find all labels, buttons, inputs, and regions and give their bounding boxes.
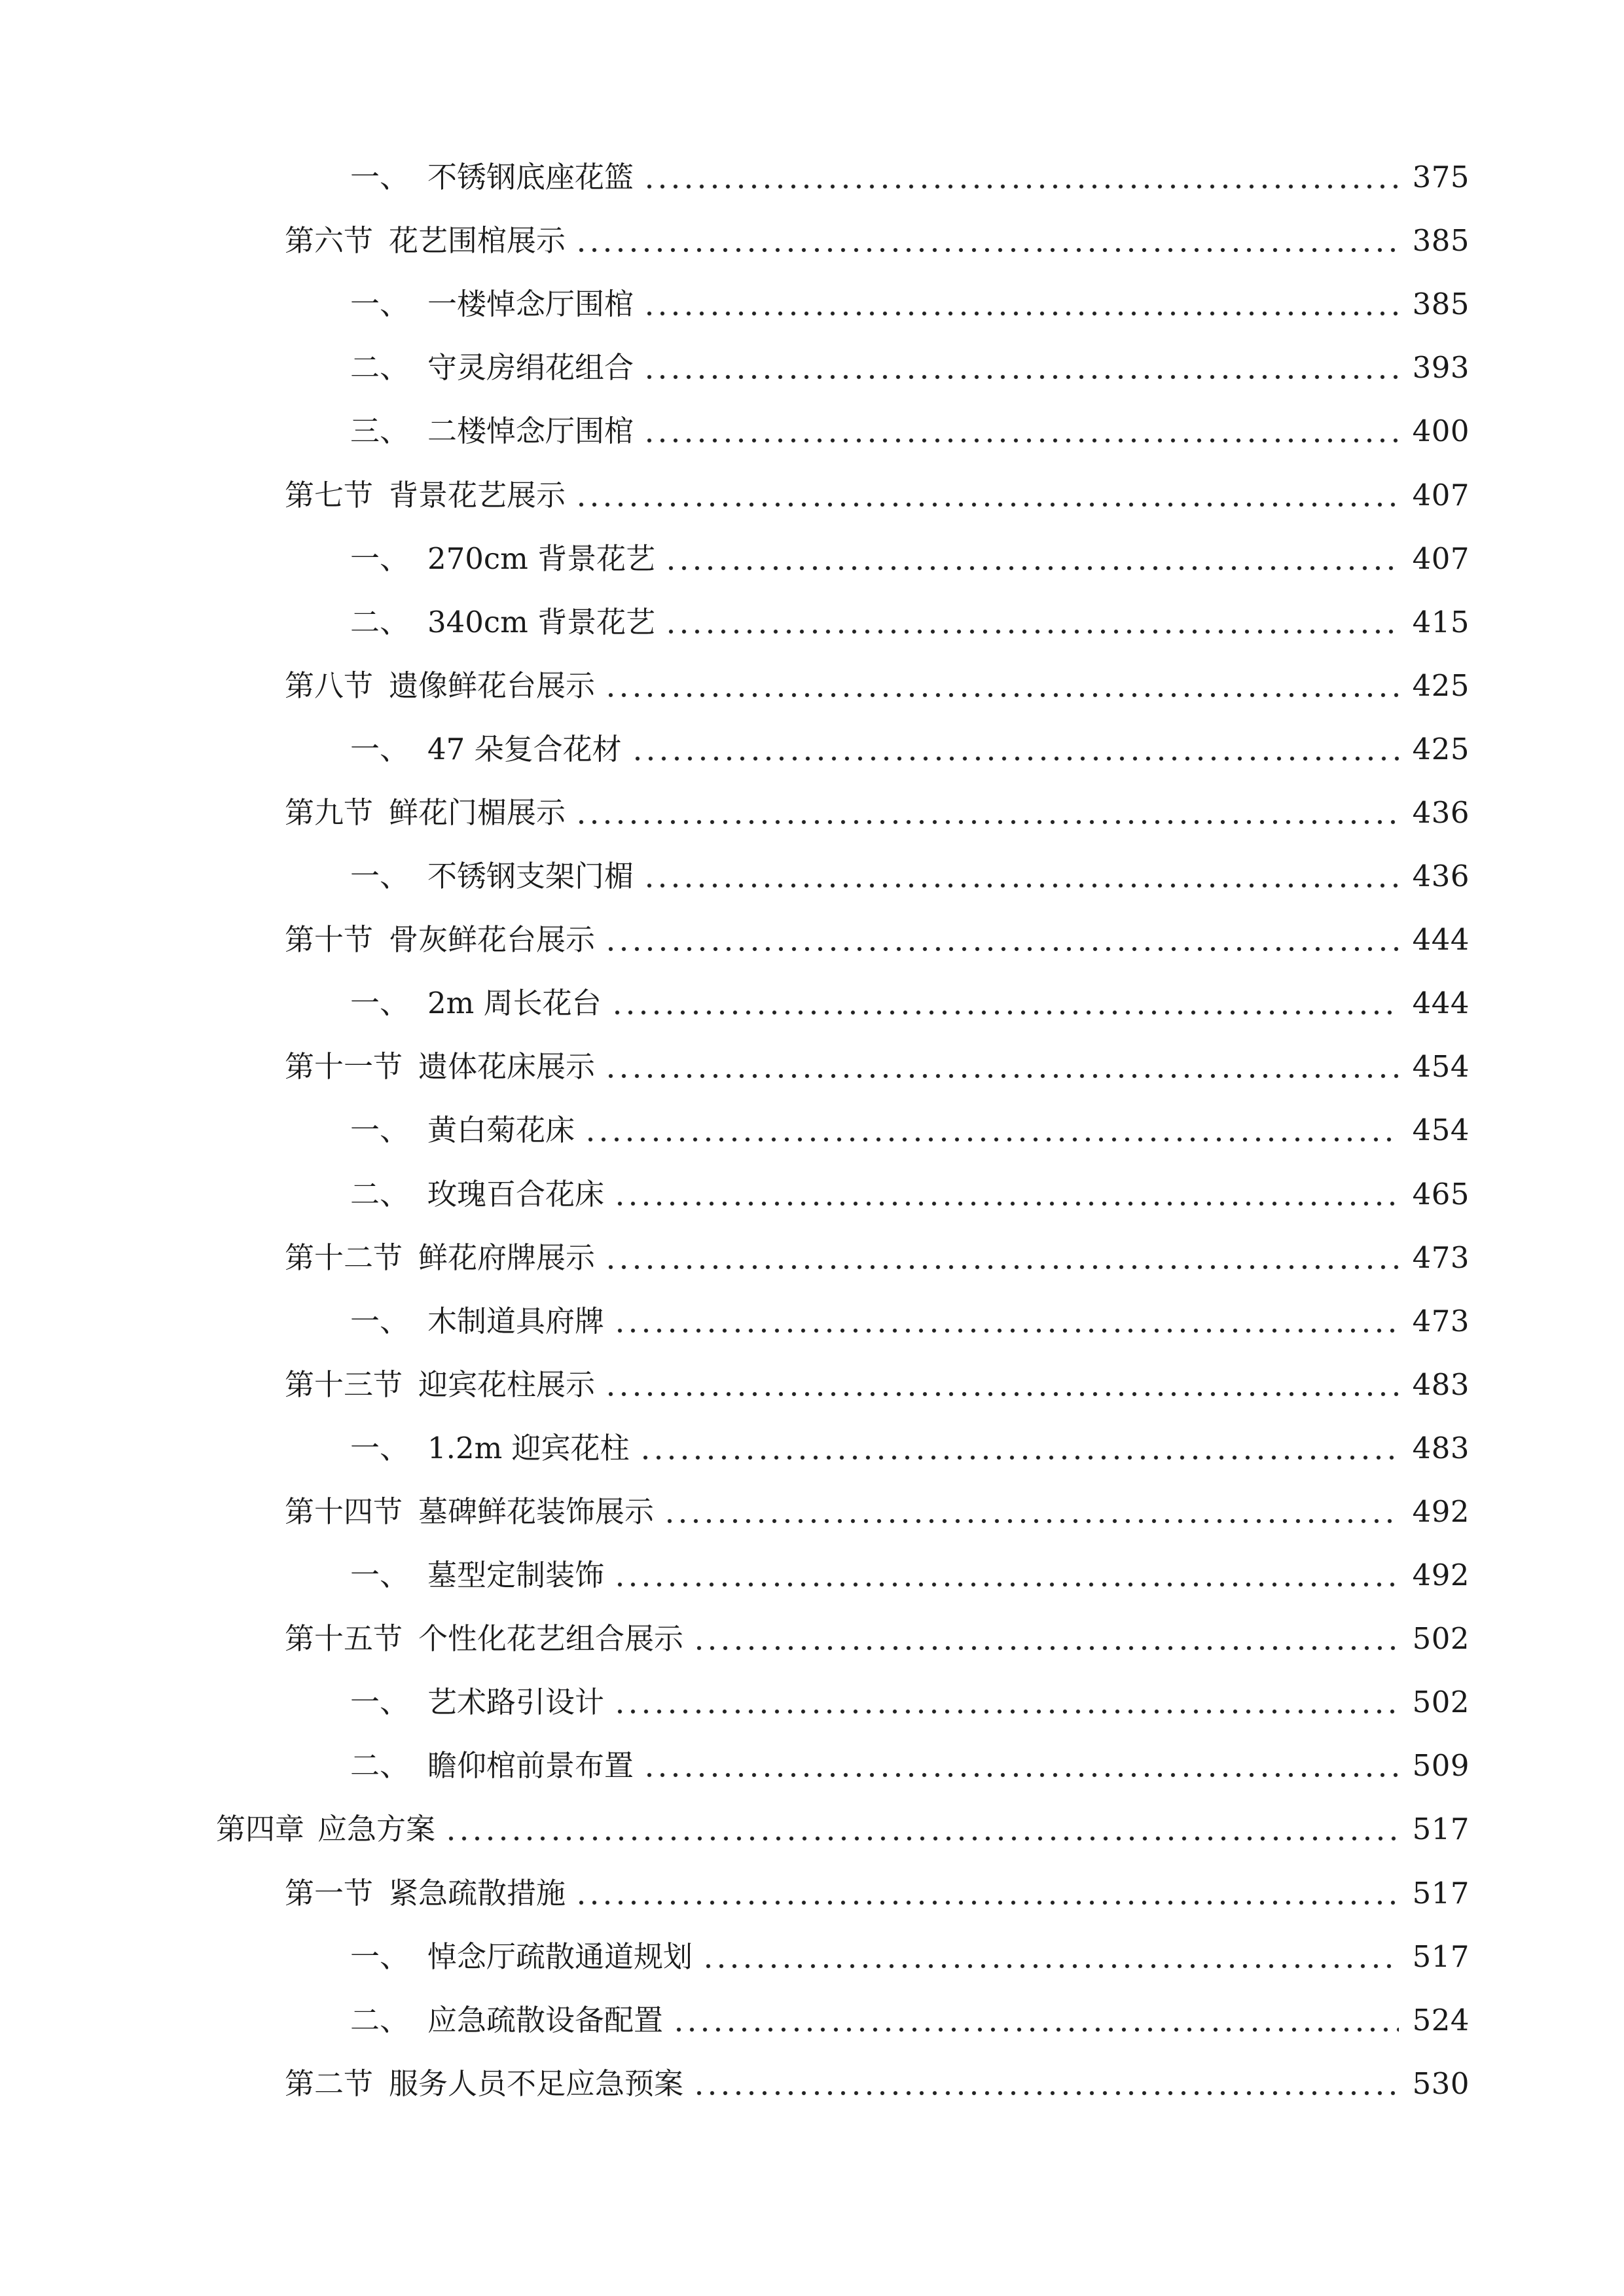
- toc-entry-number: 一、: [350, 1113, 410, 1148]
- dot-leader: [643, 289, 1399, 319]
- toc-entry-number: 一、: [350, 731, 410, 766]
- toc-entry-4[interactable]: [0, 336, 1624, 399]
- toc-entry-page-number: 502: [1412, 1621, 1470, 1657]
- toc-entry-title: [285, 1240, 596, 1275]
- toc-entry-title: [285, 223, 566, 259]
- toc-entry-19[interactable]: [0, 1289, 1624, 1353]
- toc-entry-page-number: 492: [1412, 1494, 1470, 1530]
- dot-leader: [613, 1560, 1399, 1590]
- toc-entry-title: [285, 477, 566, 512]
- toc-entry-title: [350, 414, 634, 449]
- toc-entry-page-number: 454: [1412, 1113, 1470, 1148]
- dot-leader: [604, 925, 1399, 954]
- toc-entry-text: 花艺围棺展示: [389, 223, 566, 259]
- table-of-contents: [0, 145, 1624, 2115]
- toc-entry-2[interactable]: [0, 209, 1624, 272]
- toc-entry-25[interactable]: [0, 1670, 1624, 1734]
- toc-entry-7[interactable]: [0, 527, 1624, 590]
- toc-entry-title: [350, 350, 634, 386]
- toc-entry-text: 玫瑰百合花床: [427, 1176, 605, 1211]
- toc-entry-text: 骨灰鲜花台展示: [389, 922, 596, 958]
- toc-entry-text: 二楼悼念厅围棺: [427, 414, 634, 449]
- dot-leader: [604, 1370, 1399, 1399]
- dot-leader: [643, 353, 1399, 382]
- toc-entry-number: 第二节: [285, 2066, 374, 2101]
- dot-leader: [575, 226, 1399, 255]
- dot-leader: [444, 1814, 1399, 1844]
- toc-entry-title: [350, 1430, 630, 1465]
- toc-entry-title: [285, 1875, 566, 1910]
- toc-entry-text: 木制道具府牌: [427, 1303, 605, 1338]
- toc-entry-number: 第一节: [285, 1875, 374, 1910]
- toc-entry-text: 47 朵复合花材: [427, 731, 622, 766]
- toc-entry-number: 第四章: [216, 1812, 305, 1847]
- toc-entry-text: 270cm 背景花艺: [427, 541, 656, 576]
- toc-entry-text: 紧急疏散措施: [389, 1875, 566, 1910]
- toc-entry-number: 一、: [350, 1430, 410, 1465]
- toc-entry-page-number: 454: [1412, 1049, 1470, 1085]
- toc-entry-text: 不锈钢底座花篮: [427, 160, 634, 195]
- toc-entry-title: [350, 1176, 605, 1211]
- toc-entry-page-number: 407: [1412, 477, 1470, 512]
- toc-entry-text: 艺术路引设计: [427, 1685, 605, 1720]
- toc-entry-title: [285, 668, 596, 703]
- toc-entry-text: 遗像鲜花台展示: [389, 668, 596, 703]
- toc-entry-title: [285, 2066, 684, 2101]
- toc-entry-number: 一、: [350, 1303, 410, 1338]
- toc-entry-12[interactable]: [0, 844, 1624, 908]
- toc-entry-title: [350, 986, 602, 1021]
- toc-entry-number: 第十三节: [285, 1367, 403, 1402]
- toc-entry-title: [350, 604, 656, 639]
- toc-entry-number: 一、: [350, 986, 410, 1021]
- dot-leader: [604, 1243, 1399, 1272]
- toc-entry-21[interactable]: [0, 1416, 1624, 1480]
- toc-entry-title: [285, 1049, 596, 1085]
- dot-leader: [575, 1878, 1399, 1908]
- dot-leader: [643, 861, 1399, 891]
- dot-leader: [663, 1497, 1399, 1526]
- toc-entry-number: 二、: [350, 1748, 410, 1784]
- toc-entry-page-number: 444: [1412, 986, 1470, 1021]
- toc-entry-page-number: 425: [1412, 668, 1470, 703]
- toc-entry-20[interactable]: [0, 1353, 1624, 1416]
- toc-entry-title: [350, 287, 634, 322]
- toc-entry-page-number: 407: [1412, 541, 1470, 576]
- toc-entry-number: 第九节: [285, 795, 374, 830]
- dot-leader: [643, 1751, 1399, 1780]
- toc-entry-title: [350, 1558, 605, 1593]
- dot-leader: [639, 1433, 1399, 1463]
- toc-entry-page-number: 393: [1412, 350, 1470, 386]
- dot-leader: [613, 1179, 1399, 1209]
- toc-entry-text: 悼念厅疏散通道规划: [427, 1939, 693, 1974]
- toc-entry-text: 鲜花府牌展示: [418, 1240, 596, 1275]
- toc-entry-page-number: 524: [1412, 2002, 1470, 2037]
- toc-entry-page-number: 473: [1412, 1240, 1470, 1275]
- toc-entry-text: 鲜花门楣展示: [389, 795, 566, 830]
- toc-entry-title: [350, 541, 656, 576]
- dot-leader: [575, 480, 1399, 510]
- toc-entry-13[interactable]: [0, 908, 1624, 971]
- toc-entry-number: 第十二节: [285, 1240, 403, 1275]
- toc-entry-number: 一、: [350, 160, 410, 195]
- toc-entry-18[interactable]: [0, 1226, 1624, 1289]
- toc-entry-page-number: 502: [1412, 1685, 1470, 1720]
- toc-entry-text: 应急方案: [317, 1812, 436, 1847]
- toc-entry-text: 守灵房绢花组合: [427, 350, 634, 386]
- toc-entry-8[interactable]: [0, 590, 1624, 654]
- toc-entry-text: 迎宾花柱展示: [418, 1367, 596, 1402]
- toc-entry-page-number: 483: [1412, 1367, 1470, 1402]
- toc-entry-22[interactable]: [0, 1480, 1624, 1543]
- toc-entry-page-number: 444: [1412, 922, 1470, 958]
- toc-entry-3[interactable]: [0, 272, 1624, 336]
- toc-entry-text: 黄白菊花床: [427, 1113, 575, 1148]
- toc-entry-number: 第十四节: [285, 1494, 403, 1530]
- toc-entry-number: 一、: [350, 1558, 410, 1593]
- toc-entry-text: 墓碑鲜花装饰展示: [418, 1494, 655, 1530]
- toc-entry-page-number: 517: [1412, 1939, 1470, 1974]
- toc-entry-17[interactable]: [0, 1162, 1624, 1226]
- toc-entry-page-number: 400: [1412, 414, 1470, 449]
- toc-entry-text: 应急疏散设备配置: [427, 2002, 664, 2037]
- toc-entry-5[interactable]: [0, 399, 1624, 463]
- dot-leader: [643, 162, 1399, 192]
- toc-entry-30[interactable]: [0, 1988, 1624, 2052]
- toc-entry-page-number: 385: [1412, 287, 1470, 322]
- toc-entry-text: 墓型定制装饰: [427, 1558, 605, 1593]
- toc-entry-10[interactable]: [0, 717, 1624, 781]
- dot-leader: [702, 1942, 1399, 1971]
- toc-entry-text: 一楼悼念厅围棺: [427, 287, 634, 322]
- toc-entry-title: [350, 731, 622, 766]
- dot-leader: [693, 1624, 1399, 1653]
- dot-leader: [672, 2005, 1399, 2035]
- toc-entry-text: 不锈钢支架门楣: [427, 859, 634, 894]
- toc-entry-14[interactable]: [0, 971, 1624, 1035]
- dot-leader: [613, 1306, 1399, 1336]
- toc-entry-number: 二、: [350, 350, 410, 386]
- toc-entry-page-number: 436: [1412, 859, 1470, 894]
- toc-entry-number: 一、: [350, 1939, 410, 1974]
- toc-entry-24[interactable]: [0, 1607, 1624, 1670]
- toc-entry-page-number: 509: [1412, 1748, 1470, 1784]
- toc-entry-text: 个性化花艺组合展示: [418, 1621, 684, 1657]
- dot-leader: [664, 544, 1399, 573]
- toc-entry-page-number: 436: [1412, 795, 1470, 830]
- toc-entry-number: 第七节: [285, 477, 374, 512]
- toc-entry-title: [350, 1113, 575, 1148]
- toc-entry-page-number: 530: [1412, 2066, 1470, 2101]
- toc-entry-15[interactable]: [0, 1035, 1624, 1098]
- toc-entry-number: 二、: [350, 604, 410, 639]
- toc-entry-28[interactable]: [0, 1861, 1624, 1925]
- toc-entry-26[interactable]: [0, 1734, 1624, 1797]
- toc-entry-number: 第八节: [285, 668, 374, 703]
- toc-entry-text: 服务人员不足应急预案: [389, 2066, 684, 2101]
- dot-leader: [584, 1115, 1399, 1145]
- toc-entry-1[interactable]: [0, 145, 1624, 209]
- toc-entry-title: [350, 2002, 664, 2037]
- toc-entry-title: [350, 1939, 693, 1974]
- toc-entry-title: [350, 1303, 605, 1338]
- toc-entry-number: 二、: [350, 1176, 410, 1211]
- toc-entry-title: [285, 795, 566, 830]
- toc-entry-page-number: 375: [1412, 160, 1470, 195]
- toc-entry-page-number: 483: [1412, 1430, 1470, 1465]
- toc-entry-number: 一、: [350, 287, 410, 322]
- toc-entry-title: [350, 1685, 605, 1720]
- toc-entry-text: 瞻仰棺前景布置: [427, 1748, 634, 1784]
- toc-entry-number: 一、: [350, 859, 410, 894]
- toc-entry-23[interactable]: [0, 1543, 1624, 1607]
- dot-leader: [643, 416, 1399, 446]
- toc-entry-page-number: 415: [1412, 604, 1470, 639]
- toc-entry-title: [350, 160, 634, 195]
- toc-entry-title: [285, 1367, 596, 1402]
- toc-entry-page-number: 465: [1412, 1176, 1470, 1211]
- dot-leader: [604, 671, 1399, 700]
- toc-entry-title: [216, 1812, 436, 1847]
- dot-leader: [664, 607, 1399, 637]
- toc-entry-page-number: 517: [1412, 1812, 1470, 1847]
- toc-entry-title: [350, 1748, 634, 1784]
- toc-entry-text: 2m 周长花台: [427, 986, 602, 1021]
- toc-entry-number: 第十一节: [285, 1049, 403, 1085]
- toc-entry-text: 遗体花床展示: [418, 1049, 596, 1085]
- toc-entry-9[interactable]: [0, 654, 1624, 717]
- toc-entry-page-number: 425: [1412, 731, 1470, 766]
- toc-entry-29[interactable]: [0, 1925, 1624, 1988]
- toc-entry-title: [350, 859, 634, 894]
- toc-entry-16[interactable]: [0, 1098, 1624, 1162]
- dot-leader: [611, 988, 1399, 1018]
- toc-entry-title: [285, 1494, 655, 1530]
- toc-entry-number: 一、: [350, 1685, 410, 1720]
- toc-entry-page-number: 492: [1412, 1558, 1470, 1593]
- toc-entry-11[interactable]: [0, 781, 1624, 844]
- toc-entry-number: 一、: [350, 541, 410, 576]
- toc-entry-page-number: 473: [1412, 1303, 1470, 1338]
- dot-leader: [613, 1687, 1399, 1717]
- toc-entry-title: [285, 922, 596, 958]
- toc-entry-31[interactable]: [0, 2052, 1624, 2115]
- toc-entry-number: 三、: [350, 414, 410, 449]
- toc-entry-page-number: 385: [1412, 223, 1470, 259]
- toc-entry-page-number: 517: [1412, 1875, 1470, 1910]
- dot-leader: [631, 734, 1399, 764]
- toc-entry-number: 第六节: [285, 223, 374, 259]
- toc-entry-6[interactable]: [0, 463, 1624, 526]
- dot-leader: [693, 2069, 1399, 2098]
- toc-entry-number: 第十节: [285, 922, 374, 958]
- toc-entry-number: 第十五节: [285, 1621, 403, 1657]
- dot-leader: [575, 798, 1399, 827]
- toc-entry-text: 340cm 背景花艺: [427, 604, 656, 639]
- dot-leader: [604, 1052, 1399, 1081]
- toc-entry-text: 1.2m 迎宾花柱: [427, 1430, 630, 1465]
- toc-entry-text: 背景花艺展示: [389, 477, 566, 512]
- toc-entry-number: 二、: [350, 2002, 410, 2037]
- toc-entry-title: [285, 1621, 684, 1657]
- toc-entry-27[interactable]: [0, 1797, 1624, 1861]
